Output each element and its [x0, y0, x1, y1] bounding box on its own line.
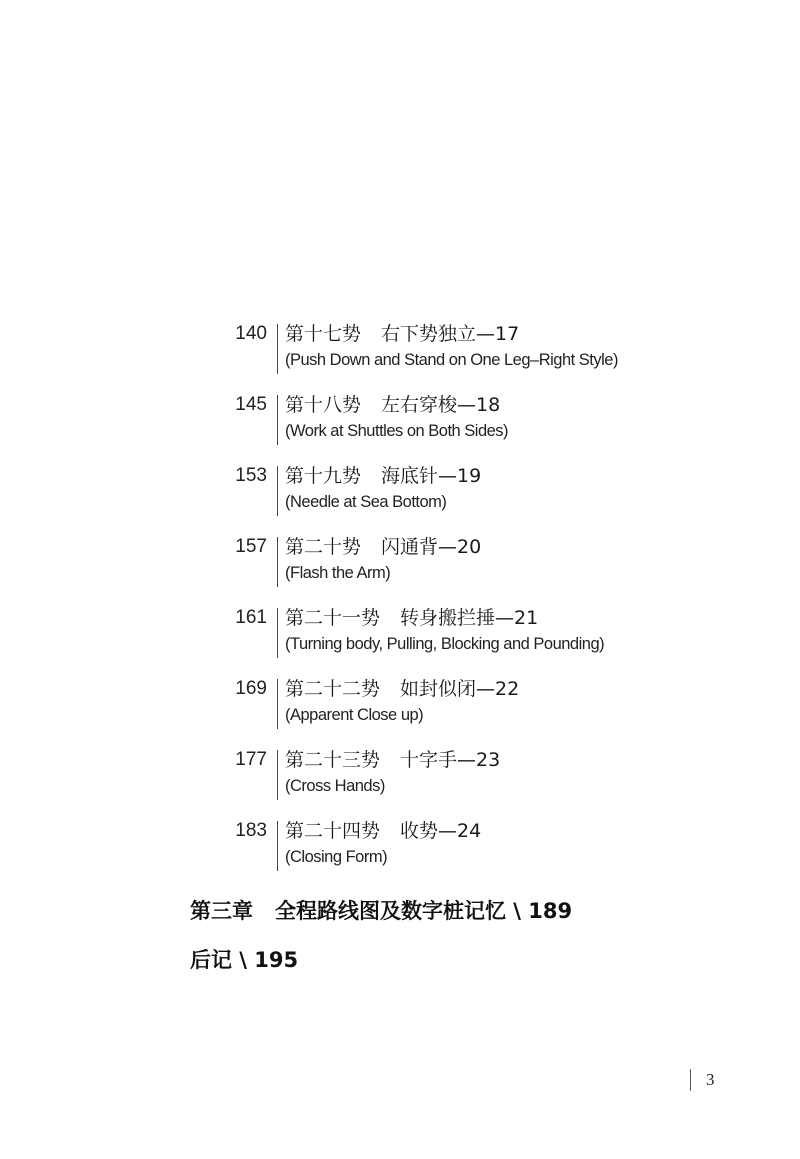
toc-page-number: 183: [235, 820, 267, 841]
chapter-title: 全程路线图及数字桩记忆 \ 189: [275, 899, 573, 923]
toc-title-chinese: [285, 747, 500, 773]
toc-entry[interactable]: [0, 392, 800, 452]
toc-page-number: 161: [235, 607, 267, 628]
toc-sequence-label: 第二十一势: [285, 607, 381, 629]
toc-title-chinese: [285, 605, 538, 631]
toc-page-number: 177: [235, 749, 267, 770]
toc-divider: [277, 324, 278, 374]
chapter-label: 第三章: [190, 899, 253, 923]
toc-divider: [277, 608, 278, 658]
toc-title-english: (Needle at Sea Bottom): [285, 493, 447, 511]
toc-title-chinese: [285, 534, 481, 560]
toc-title-chinese: [285, 818, 481, 844]
toc-entry[interactable]: [0, 818, 800, 878]
afterword-label: 后记 \ 195: [190, 948, 299, 972]
toc-form-name: 十字手—23: [400, 749, 501, 771]
toc-title-chinese: [285, 392, 500, 418]
toc-page-number: 140: [235, 323, 267, 344]
toc-entry[interactable]: [0, 676, 800, 736]
toc-title-english: (Closing Form): [285, 848, 388, 866]
toc-form-name: 收势—24: [400, 820, 482, 842]
footer-divider: [690, 1069, 691, 1091]
toc-title-english: (Apparent Close up): [285, 706, 424, 724]
toc-entry[interactable]: [0, 747, 800, 807]
toc-entry[interactable]: [0, 605, 800, 665]
toc-form-name: 海底针—19: [381, 465, 482, 487]
toc-sequence-label: 第十七势: [285, 323, 362, 345]
toc-page-number: 157: [235, 536, 267, 557]
toc-divider: [277, 466, 278, 516]
toc-form-name: 如封似闭—22: [400, 678, 520, 700]
toc-divider: [277, 750, 278, 800]
toc-sequence-label: 第十九势: [285, 465, 362, 487]
toc-sequence-label: 第十八势: [285, 394, 362, 416]
toc-sequence-label: 第二十三势: [285, 749, 381, 771]
footer-page-number: 3: [706, 1070, 715, 1089]
toc-page-number: 169: [235, 678, 267, 699]
toc-form-name: 转身搬拦捶—21: [400, 607, 539, 629]
toc-sequence-label: 第二十二势: [285, 678, 381, 700]
toc-title-chinese: [285, 321, 519, 347]
toc-sequence-label: 第二十四势: [285, 820, 381, 842]
toc-divider: [277, 395, 278, 445]
toc-title-english: (Flash the Arm): [285, 564, 391, 582]
toc-title-chinese: [285, 676, 519, 702]
toc-sequence-label: 第二十势: [285, 536, 362, 558]
toc-entry[interactable]: [0, 534, 800, 594]
toc-entry[interactable]: [0, 463, 800, 523]
toc-title-english: (Turning body, Pulling, Blocking and Pounding): [285, 635, 605, 653]
toc-divider: [277, 821, 278, 871]
toc-form-name: 左右穿梭—18: [381, 394, 501, 416]
toc-title-english: (Cross Hands): [285, 777, 385, 795]
toc-page-number: 153: [235, 465, 267, 486]
toc-title-chinese: [285, 463, 481, 489]
toc-divider: [277, 679, 278, 729]
toc-form-name: 右下势独立—17: [381, 323, 520, 345]
toc-chapter-3[interactable]: [190, 897, 572, 925]
toc-title-english: (Push Down and Stand on One Leg–Right Style): [285, 351, 618, 369]
toc-form-name: 闪通背—20: [381, 536, 482, 558]
toc-afterword[interactable]: [190, 946, 298, 974]
toc-divider: [277, 537, 278, 587]
toc-entry[interactable]: [0, 321, 800, 381]
toc-title-english: (Work at Shuttles on Both Sides): [285, 422, 509, 440]
toc-page-number: 145: [235, 394, 267, 415]
